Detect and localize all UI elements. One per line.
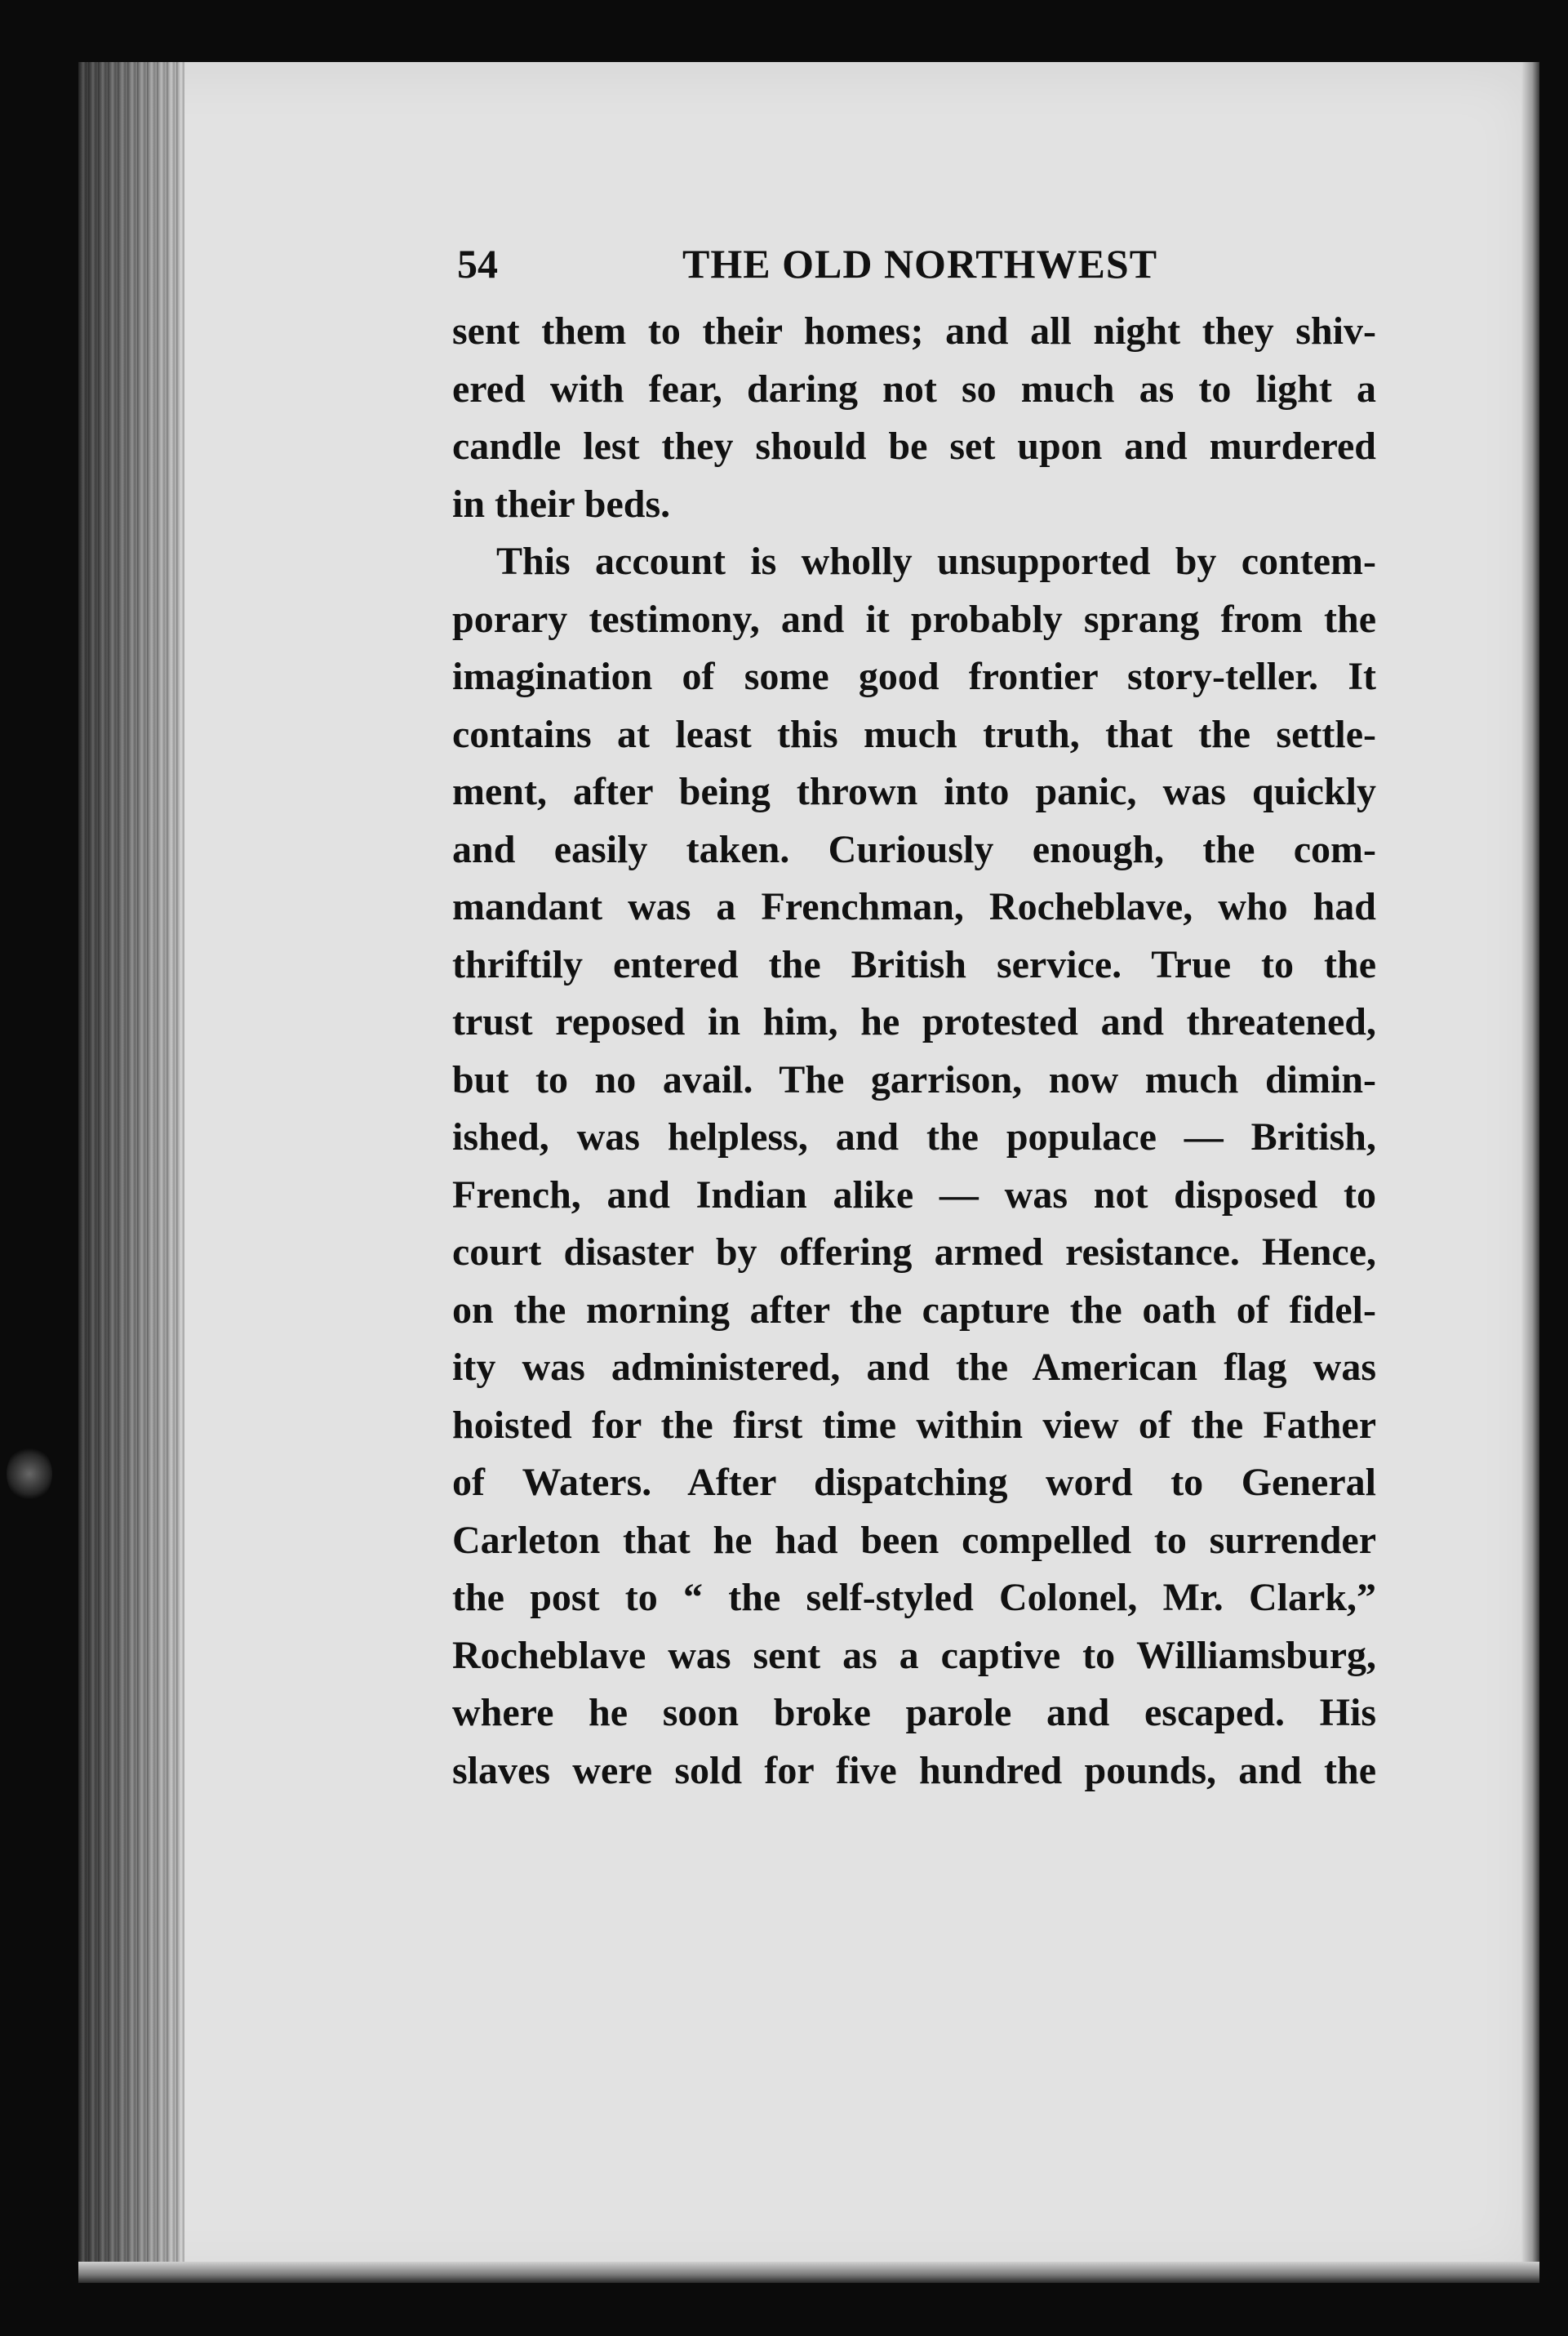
text-line: slaves were sold for five hundred pounds, and the <box>452 1748 1376 1792</box>
text-line: the post to “ the self-styled Colonel, Mr. Clark,” <box>452 1576 1376 1619</box>
text-line: candle lest they should be set upon and murdered <box>452 425 1376 468</box>
text-line: court disaster by offering armed resistance. Hence, <box>452 1230 1376 1274</box>
text-line: Carleton that he had been compelled to surrender <box>452 1518 1376 1562</box>
text-line: ity was administered, and the American flag was <box>452 1346 1376 1389</box>
running-head <box>457 235 1379 292</box>
page-right-edge <box>1521 62 1539 2283</box>
text-line: ished, was helpless, and the populace — British, <box>452 1115 1376 1159</box>
text-line: ment, after being thrown into panic, was quickly <box>452 770 1376 813</box>
text-line: mandant was a Frenchman, Rocheblave, who had <box>452 885 1376 928</box>
text-line: French, and Indian alike — was not disposed to <box>452 1172 1376 1217</box>
text-line: This account is wholly unsupported by contem- <box>496 540 1376 583</box>
text-line: porary testimony, and it probably sprang from the <box>452 597 1376 641</box>
text-line: ered with fear, daring not so much as to light a <box>452 367 1376 411</box>
text-line: imagination of some good frontier story-teller. It <box>452 655 1376 698</box>
text-line: but to no avail. The garrison, now much dimin- <box>452 1057 1376 1101</box>
text-line: trust reposed in him, he protested and threatened, <box>452 1000 1376 1043</box>
text-line: contains at least this much truth, that the settle- <box>452 712 1376 756</box>
page-bottom-edge <box>78 2262 1539 2283</box>
text-line: sent them to their homes; and all night they shiv- <box>452 309 1376 353</box>
text-line: thriftily entered the British service. True to the <box>452 942 1376 986</box>
text-line: hoisted for the first time within view of the Father <box>452 1403 1376 1447</box>
body-text <box>452 303 1376 1800</box>
text-line: in their beds. <box>452 482 671 526</box>
text-line: and easily taken. Curiously enough, the com- <box>452 827 1376 871</box>
page-spine-shadow <box>78 62 184 2283</box>
text-line: where he soon broke parole and escaped. His <box>452 1691 1376 1734</box>
text-line: of Waters. After dispatching word to General <box>452 1461 1376 1504</box>
text-line: on the morning after the capture the oath of fidel- <box>452 1288 1376 1332</box>
running-title: THE OLD NORTHWEST <box>682 241 1158 287</box>
text-line: Rocheblave was sent as a captive to Williamsburg, <box>452 1633 1376 1677</box>
scan-blemish <box>7 1445 52 1502</box>
page-number: 54 <box>457 241 498 287</box>
